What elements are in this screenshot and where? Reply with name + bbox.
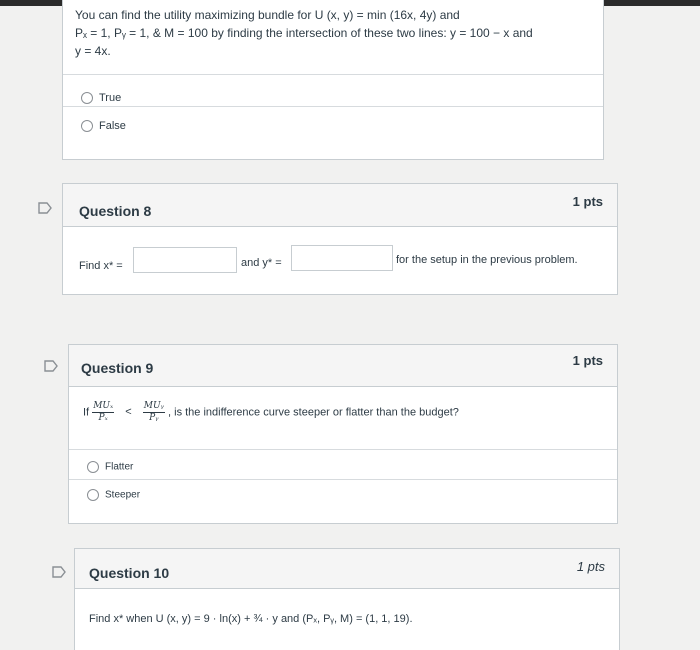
question-8-suffix: for the setup in the previous problem. bbox=[396, 254, 578, 266]
question-7-text-line-2: Pₓ = 1, Pᵧ = 1, & M = 100 by finding the intersection of these two lines: y = 100 − x and bbox=[75, 26, 533, 40]
answer-option-true[interactable] bbox=[81, 92, 121, 104]
question-9-prompt bbox=[83, 401, 459, 424]
flag-icon[interactable] bbox=[52, 566, 66, 578]
x-star-input[interactable] bbox=[133, 247, 237, 273]
question-10-header bbox=[75, 549, 619, 589]
radio-icon[interactable] bbox=[81, 120, 93, 132]
divider bbox=[63, 106, 603, 107]
option-label: Flatter bbox=[105, 461, 134, 473]
and-y-label: and y* = bbox=[241, 257, 282, 269]
py-denominator: Pᵧ bbox=[149, 413, 159, 423]
question-7-text-line-3: y = 4x. bbox=[75, 44, 111, 58]
question-10-prompt: Find x* when U (x, y) = 9 · ln(x) + ¾ · y and (Pₓ, Pᵧ, M) = (1, 1, 19). bbox=[89, 613, 413, 625]
question-9-card bbox=[68, 344, 618, 524]
muy-numerator: MUᵧ bbox=[143, 401, 164, 411]
divider bbox=[69, 449, 617, 450]
question-8-points: 1 pts bbox=[572, 194, 603, 209]
question-10-title: Question 10 bbox=[89, 565, 170, 581]
radio-icon[interactable] bbox=[87, 461, 99, 473]
question-10-card bbox=[74, 548, 620, 650]
divider bbox=[69, 479, 617, 480]
answer-option-flatter[interactable] bbox=[87, 461, 133, 473]
radio-icon[interactable] bbox=[87, 489, 99, 501]
question-8-title: Question 8 bbox=[79, 203, 152, 219]
option-label: True bbox=[99, 92, 122, 104]
if-label: If bbox=[83, 406, 90, 419]
muy-over-py-fraction bbox=[143, 401, 165, 424]
question-9-text: , is the indifference curve steeper or flatter than the budget? bbox=[168, 406, 459, 419]
question-10-points: 1 pts bbox=[576, 559, 605, 574]
less-than-symbol: < bbox=[125, 406, 132, 419]
question-9-header bbox=[69, 345, 617, 387]
question-7-card bbox=[62, 0, 604, 160]
mux-over-px-fraction bbox=[92, 401, 114, 424]
question-9-title: Question 9 bbox=[81, 360, 154, 376]
answer-option-false[interactable] bbox=[81, 120, 126, 132]
px-denominator: Pₓ bbox=[98, 413, 108, 423]
question-7-text-line-1: You can find the utility maximizing bundle for U (x, y) = min (16x, 4y) and bbox=[75, 8, 460, 22]
radio-icon[interactable] bbox=[81, 92, 93, 104]
mux-numerator: MUₓ bbox=[93, 401, 114, 411]
find-x-label: Find x* = bbox=[79, 260, 123, 272]
divider bbox=[63, 74, 603, 75]
option-label: Steeper bbox=[105, 489, 141, 501]
answer-option-steeper[interactable] bbox=[87, 489, 140, 501]
flag-icon[interactable] bbox=[38, 202, 52, 214]
option-label: False bbox=[99, 120, 126, 132]
y-star-input[interactable] bbox=[291, 245, 393, 271]
question-8-header bbox=[63, 184, 617, 227]
question-8-card bbox=[62, 183, 618, 295]
question-9-points: 1 pts bbox=[572, 353, 603, 368]
flag-icon[interactable] bbox=[44, 360, 58, 372]
